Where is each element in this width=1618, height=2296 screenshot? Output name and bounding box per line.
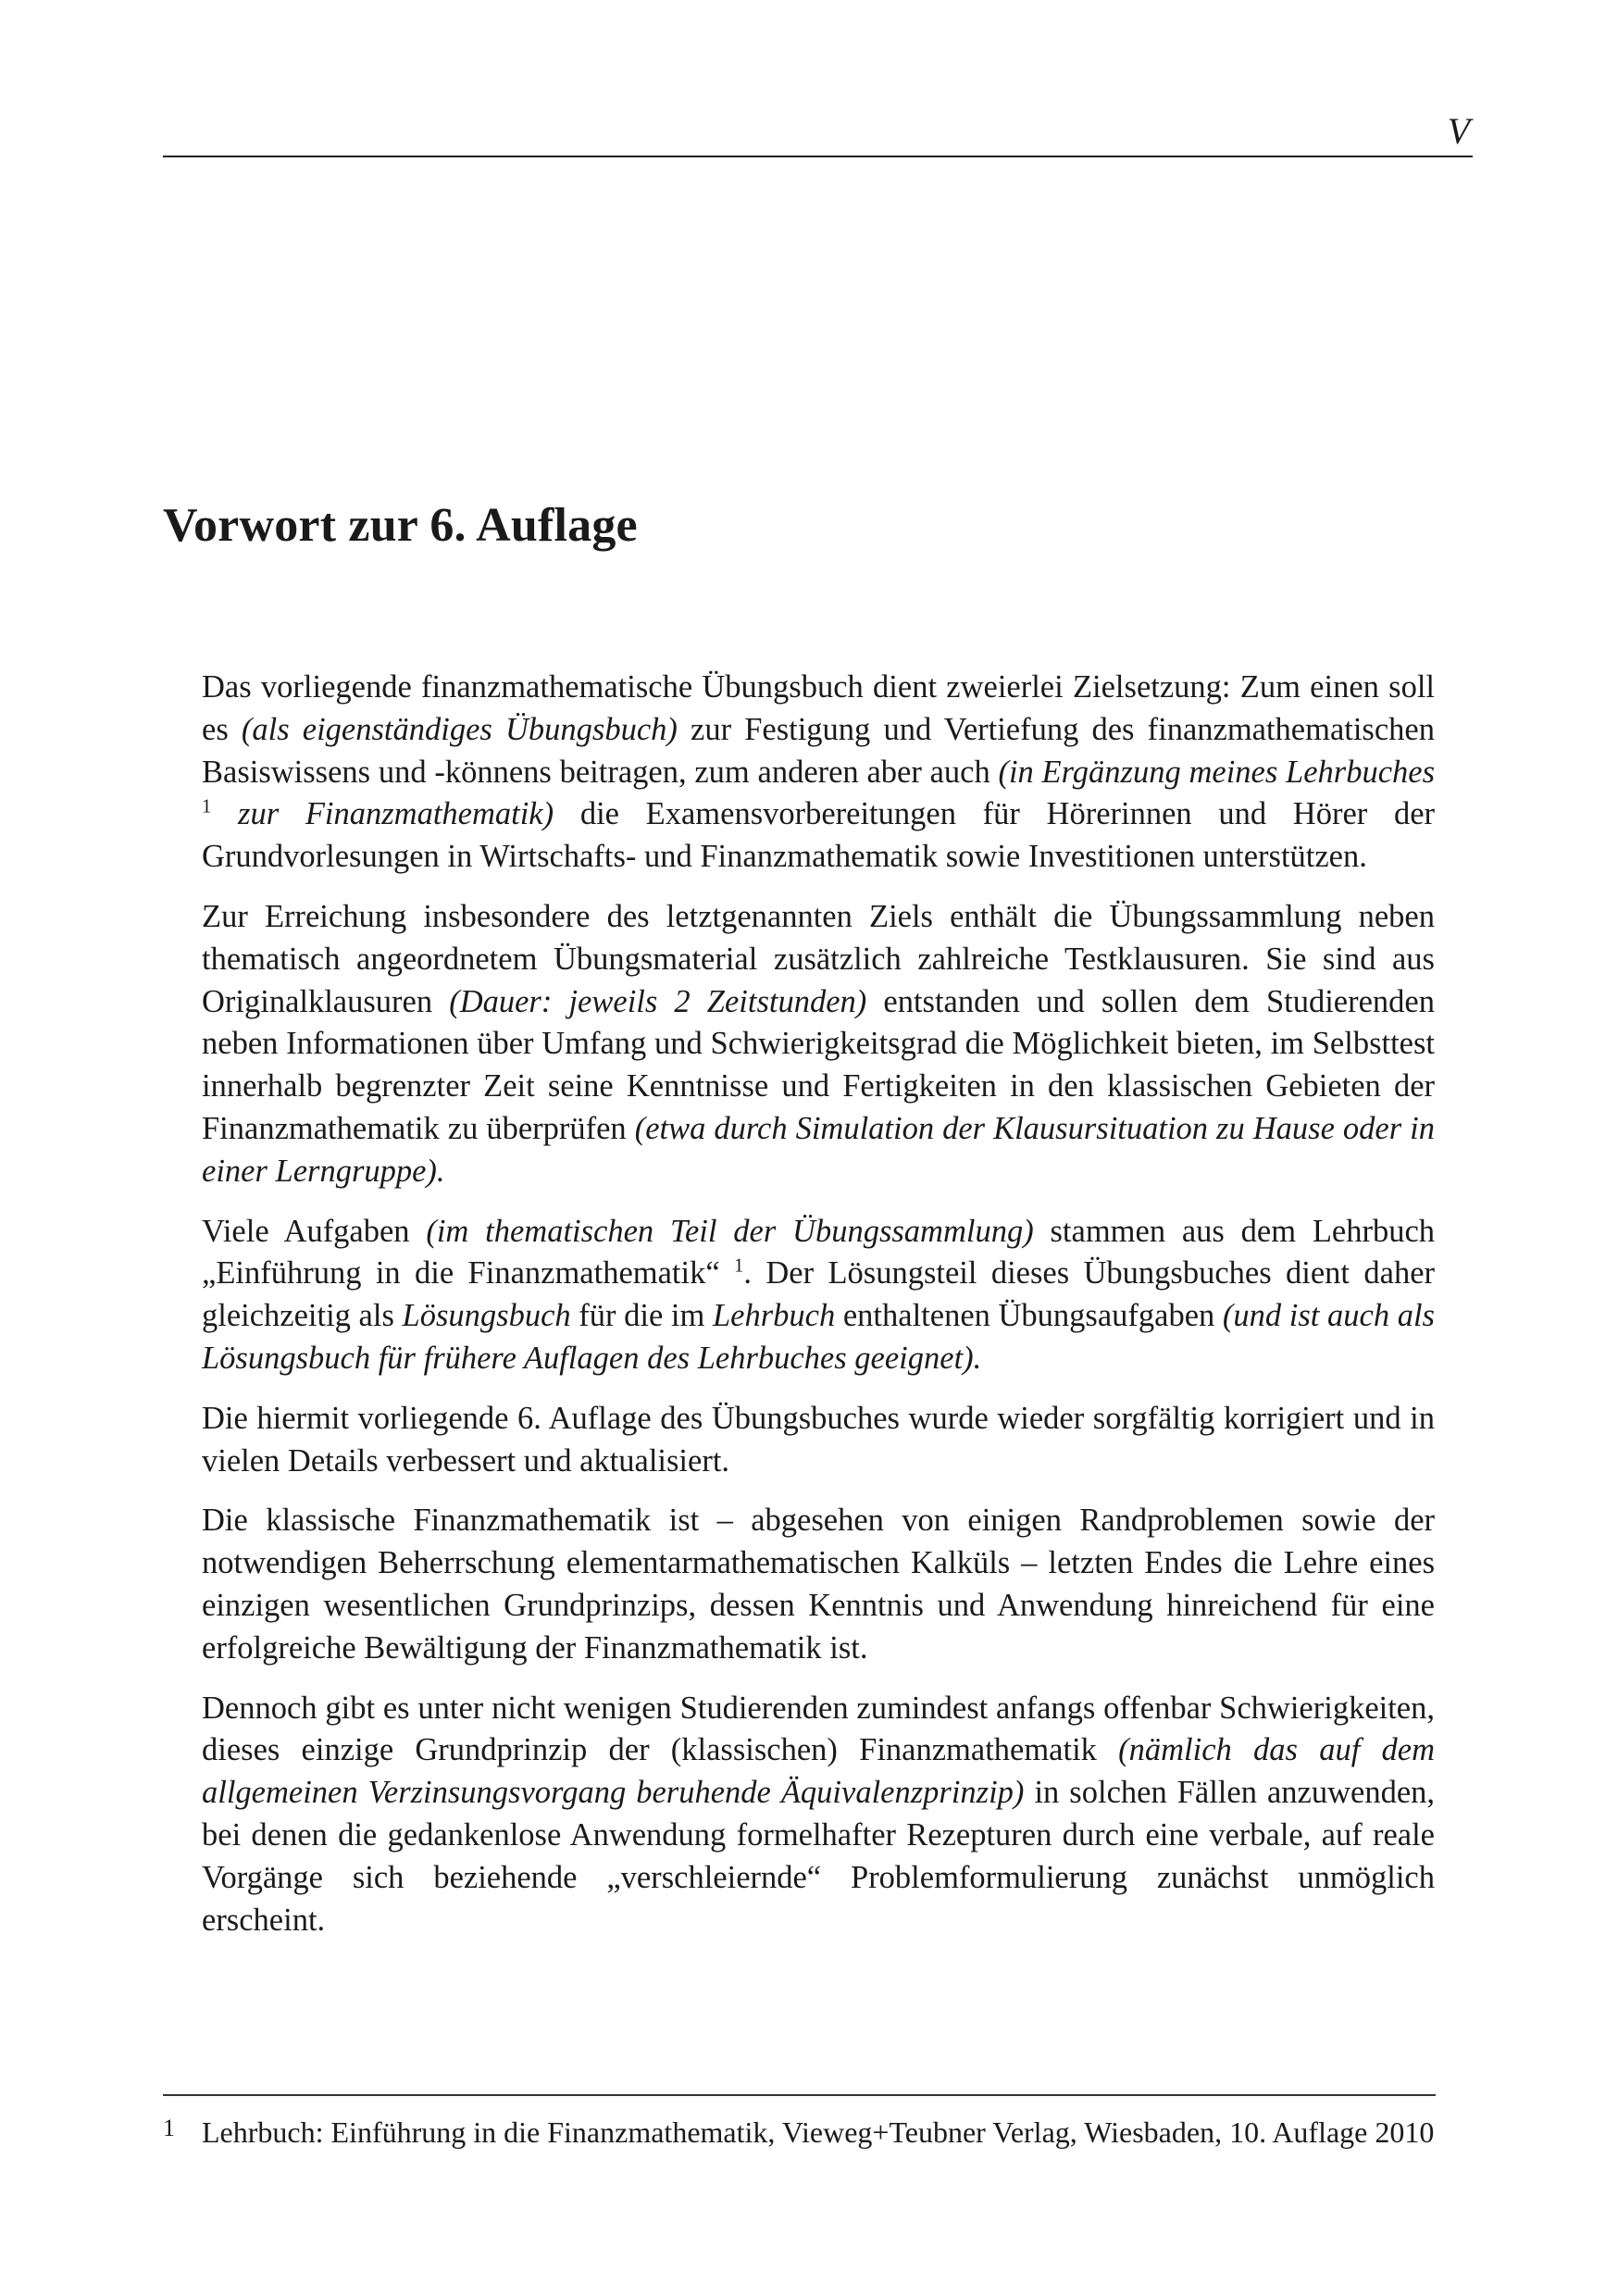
page-number: V [1447,110,1470,152]
text-segment: in solchen Fällen anzuwenden, bei denen die gedankenlose Anwendung formelhafter Rezepturen durch eine verbale, auf reale Vorgänge sich beziehende „verschleiernde“ Problemformulierung zunächst unmöglich erscheint. [202,1775,1436,1938]
paragraph-5 [202,1500,1435,1669]
italic-segment: Lehrbuch [712,1298,836,1334]
italic-segment: Lösungsbuch [402,1298,571,1334]
italic-segment: (und ist auch als Lösungsbuch für frühere Auflagen des Lehrbuches geeignet). [202,1298,1435,1376]
paragraph-1 [202,667,1435,879]
paragraph-6 [202,1688,1435,1942]
text-segment: entstanden und sollen dem Studierenden neben Informationen über Umfang und Schwierigkeitsgrad die Möglichkeit bieten, im Selbsttest innerhalb begrenzter Zeit seine Kenntnisse und Fertigkeiten in den klassischen Gebieten der Finanzmathematik zu überprüfen [202,983,1435,1146]
text-segment: für die im [570,1298,713,1334]
paragraph-3 [202,1211,1435,1380]
text-segment: Die klassische Finanzmathematik ist – abgesehen von einigen Randproblemen sowie der notwendigen Beherrschung elementarmathematischen Kalküls – letzten Endes die Lehre eines einzigen wesentlichen Grundprinzips, dessen Kenntnis und Anwendung hinreichend für eine erfolgreiche Bewältigung der Finanzmathematik ist. [202,1503,1435,1666]
text-segment: Viele Aufgaben [202,1213,427,1249]
text-segment: Zur Erreichung insbesondere des letztgenannten Ziels enthält die Übungssammlung neben thematisch angeordnetem Übungsmaterial zusätzlich zahlreiche Testklausuren. Sie sind aus Originalklausuren [202,898,1435,1019]
italic-segment: (nämlich das auf dem allgemeinen Verzinsungsvorgang beruhende Äquivalenzprinzip) [202,1732,1435,1811]
italic-segment: (im thematischen Teil der Übungssammlung) [426,1213,1034,1249]
italic-segment: (etwa durch Simulation der Klausursituation zu Hause oder in einer Lerngruppe). [202,1110,1435,1189]
footnote-text: Lehrbuch: Einführung in die Finanzmathematik, Vieweg+Teubner Verlag, Wiesbaden, 10. Auflage 2010 [202,2115,1435,2149]
footnote-reference[interactable]: 1 [202,796,212,817]
text-segment: Die hiermit vorliegende 6. Auflage des Übungsbuches wurde wieder sorgfältig korrigiert und in vielen Details verbessert und aktualisiert. [202,1400,1435,1479]
italic-segment: zur Finanzmathematik) [211,796,554,832]
header-rule [163,156,1473,157]
paragraph-2 [202,896,1435,1193]
italic-segment: (als eigenständiges Übungsbuch) [241,711,678,747]
text-segment: zur Festigung und Vertiefung des finanzmathematischen Basiswissens und -könnens beitragen, zum anderen aber auch [202,711,1435,790]
body-text [202,667,1435,1959]
footnote-mark: 1 [163,2115,175,2141]
text-segment: stammen aus dem Lehrbuch „Einführung in die Finanzmathematik“ [202,1213,1436,1292]
text-segment: Dennoch gibt es unter nicht wenigen Studierenden zumindest anfangs offenbar Schwierigkeiten, dieses einzige Grundprinzip der (klassischen) Finanzmathematik [202,1690,1435,1768]
italic-segment: (Dauer: jeweils 2 Zeitstunden) [449,983,867,1019]
text-segment: die Examensvorbereitungen für Hörerinnen und Hörer der Grundvorlesungen in Wirtschafts- und Finanzmathematik sowie Investitionen unterstützen. [202,796,1435,875]
chapter-title: Vorwort zur 6. Auflage [163,499,638,552]
text-segment: . Der Lösungsteil dieses Übungsbuches dient daher gleichzeitig als [202,1255,1435,1334]
footnote-reference[interactable]: 1 [734,1255,744,1277]
paragraph-4 [202,1398,1435,1483]
text-segment: enthaltenen Übungsaufgaben [835,1298,1223,1334]
text-segment: Das vorliegende finanzmathematische Übungsbuch dient zweierlei Zielsetzung: Zum einen soll es [202,669,1435,747]
footnote [163,2113,1440,2152]
footnote-rule [163,2094,1436,2096]
italic-segment: (in Ergänzung meines Lehrbuches [998,754,1436,790]
